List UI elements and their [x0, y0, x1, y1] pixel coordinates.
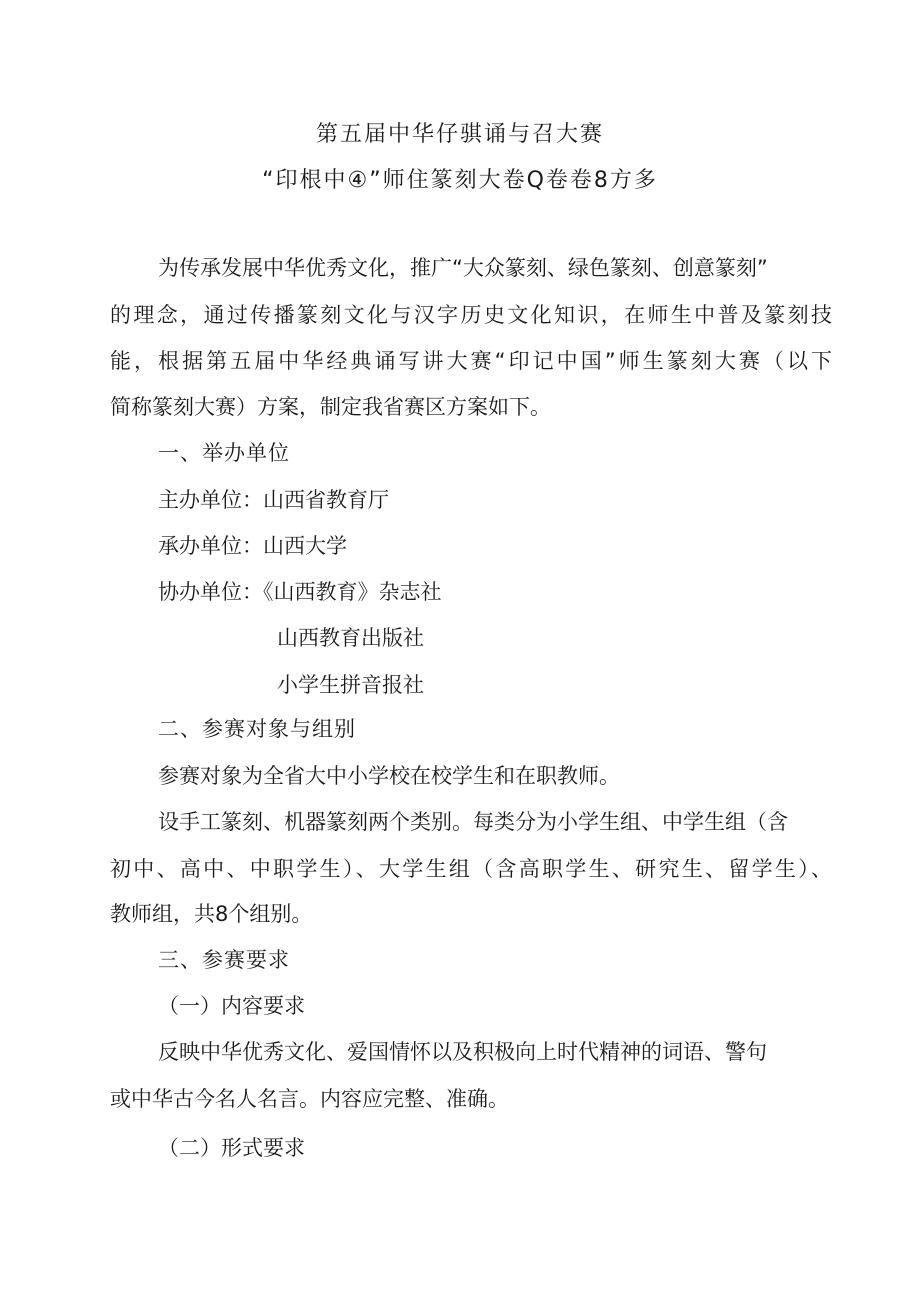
- intro-line-2-text: 的理念，通过传播篆刻文化与汉字历史文化知识，在师生中普及篆刻技: [110, 303, 832, 327]
- intro-line-2: [110, 300, 832, 330]
- section-2-heading: 二、参赛对象与组别: [158, 717, 356, 741]
- document-title-line-1: 第五届中华仔骐诵与召大赛: [315, 122, 604, 147]
- content-requirements-heading: （一）内容要求: [158, 994, 305, 1018]
- groups-line-1: 设手工篆刻、机器篆刻两个类别。每类分为小学生组、中学生组（含: [158, 810, 788, 834]
- section-1-heading: 一、举办单位: [158, 441, 290, 465]
- intro-line-4: 简称篆刻大赛）方案，制定我省赛区方案如下。: [110, 395, 551, 419]
- co-organizer-unit: 协办单位：《山西教育》杂志社: [158, 580, 442, 604]
- form-requirements-heading: （二）形式要求: [158, 1136, 305, 1160]
- groups-line-2-text: 初中、高中、中职学生）、大学生组（含高职学生、研究生、留学生）、: [110, 857, 832, 881]
- participants-text: 参赛对象为全省大中小学校在校学生和在职教师。: [158, 764, 620, 788]
- intro-line-1: 为传承发展中华优秀文化，推广“大众篆刻、绿色篆刻、创意篆刻”: [158, 256, 768, 280]
- document-title-line-2: “印根中④”师住篆刻大卷Q卷卷8方多: [262, 168, 658, 193]
- content-requirements-line-2: 或中华古今名人名言。内容应完整、准确。: [110, 1087, 509, 1111]
- groups-line-2: [110, 854, 832, 884]
- co-organizer-unit-2: 山西教育出版社: [277, 626, 424, 650]
- host-unit: 主办单位：山西省教育厅: [158, 488, 389, 512]
- intro-line-3-text: 能，根据第五届中华经典诵写讲大赛“印记中国”师生篆刻大赛（以下: [110, 349, 832, 373]
- organizer-unit: 承办单位：山西大学: [158, 534, 347, 558]
- co-organizer-unit-3: 小学生拼音报社: [277, 673, 424, 697]
- groups-line-3: 教师组，共8个组别。: [110, 902, 313, 926]
- intro-line-3: [110, 346, 832, 376]
- section-3-heading: 三、参赛要求: [158, 948, 290, 972]
- content-requirements-line-1: 反映中华优秀文化、爱国情怀以及积极向上时代精神的词语、警句: [158, 1040, 767, 1064]
